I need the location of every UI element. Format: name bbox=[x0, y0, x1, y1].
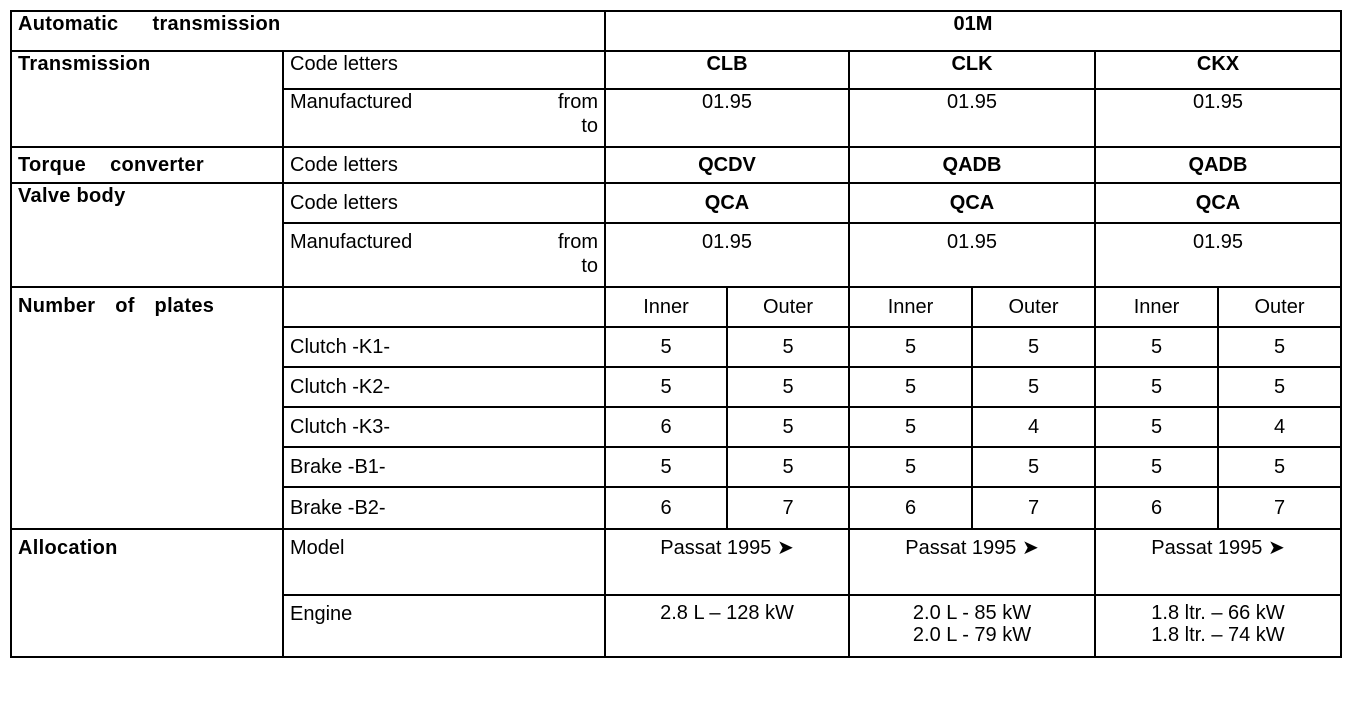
model-3: Passat 1995 ➤ bbox=[1095, 529, 1341, 595]
engine-2-line-1: 2.0 L - 85 kW bbox=[912, 602, 1032, 624]
plate-value: 5 bbox=[1218, 367, 1341, 407]
valve-from-label: from bbox=[558, 231, 598, 253]
plates-label bbox=[11, 287, 283, 529]
plate-value: 5 bbox=[1095, 327, 1218, 367]
engine-label: Engine bbox=[283, 595, 605, 657]
transmission-mfg-label-cell bbox=[283, 89, 605, 147]
transmission-to-label: to bbox=[581, 115, 598, 137]
plate-value: 5 bbox=[972, 447, 1095, 487]
plate-row-name: Clutch -K2- bbox=[283, 367, 605, 407]
plate-value: 6 bbox=[1095, 487, 1218, 529]
allocation-model-row bbox=[11, 529, 1341, 595]
plate-value: 5 bbox=[727, 447, 849, 487]
plate-row-name: Brake -B2- bbox=[283, 487, 605, 529]
outer-label-1: Outer bbox=[727, 287, 849, 327]
plate-value: 5 bbox=[727, 407, 849, 447]
inner-label-3: Inner bbox=[1095, 287, 1218, 327]
transmission-from-1: 01.95 bbox=[605, 89, 849, 147]
plate-value: 5 bbox=[972, 327, 1095, 367]
engine-1-line-1: 2.8 L – 128 kW bbox=[660, 602, 794, 624]
valve-code-3: QCA bbox=[1095, 183, 1341, 223]
header-row bbox=[11, 11, 1341, 51]
torque-code-label: Code letters bbox=[283, 147, 605, 183]
torque-code-2: QADB bbox=[849, 147, 1095, 183]
plate-value: 5 bbox=[727, 327, 849, 367]
plate-value: 5 bbox=[849, 327, 972, 367]
engine-1 bbox=[605, 595, 849, 657]
plate-value: 5 bbox=[849, 407, 972, 447]
valve-from-3: 01.95 bbox=[1095, 223, 1341, 287]
plate-value: 5 bbox=[849, 447, 972, 487]
engine-3-line-2: 1.8 ltr. – 74 kW bbox=[1151, 624, 1285, 646]
model-label: Model bbox=[283, 529, 605, 595]
valve-code-label: Code letters bbox=[283, 183, 605, 223]
torque-code-1: QCDV bbox=[605, 147, 849, 183]
valve-from-1: 01.95 bbox=[605, 223, 849, 287]
transmission-code-2: CLK bbox=[849, 51, 1095, 89]
transmission-spec-table bbox=[10, 10, 1342, 658]
plate-value: 5 bbox=[972, 367, 1095, 407]
transmission-code-label: Code letters bbox=[283, 51, 605, 89]
plate-row-name: Clutch -K3- bbox=[283, 407, 605, 447]
valve-code-2: QCA bbox=[849, 183, 1095, 223]
torque-label-b: converter bbox=[110, 154, 204, 176]
torque-converter-label bbox=[11, 147, 283, 183]
plates-header-row bbox=[11, 287, 1341, 327]
transmission-code-3: CKX bbox=[1095, 51, 1341, 89]
transmission-from-label: from bbox=[558, 91, 598, 113]
transmission-from-3: 01.95 bbox=[1095, 89, 1341, 147]
transmission-from-2: 01.95 bbox=[849, 89, 1095, 147]
transmission-mfg-label: Manufactured bbox=[290, 91, 413, 113]
valve-body-code-row bbox=[11, 183, 1341, 223]
plate-value: 5 bbox=[1095, 447, 1218, 487]
plate-value: 6 bbox=[605, 407, 727, 447]
plate-value: 4 bbox=[1218, 407, 1341, 447]
plate-value: 5 bbox=[727, 367, 849, 407]
plate-value: 5 bbox=[605, 367, 727, 407]
torque-label-a: Torque bbox=[18, 154, 87, 176]
plate-row-name: Brake -B1- bbox=[283, 447, 605, 487]
inner-label-1: Inner bbox=[605, 287, 727, 327]
valve-to-label: to bbox=[581, 255, 598, 277]
plate-value: 5 bbox=[1218, 447, 1341, 487]
valve-from-2: 01.95 bbox=[849, 223, 1095, 287]
header-label-a: Automatic bbox=[18, 13, 119, 35]
plate-value: 7 bbox=[972, 487, 1095, 529]
model-2: Passat 1995 ➤ bbox=[849, 529, 1095, 595]
plate-value: 5 bbox=[605, 447, 727, 487]
engine-2 bbox=[849, 595, 1095, 657]
header-label-b: transmission bbox=[152, 13, 281, 35]
valve-body-label: Valve body bbox=[11, 183, 283, 287]
engine-3 bbox=[1095, 595, 1341, 657]
plate-value: 5 bbox=[1095, 407, 1218, 447]
plate-value: 7 bbox=[1218, 487, 1341, 529]
transmission-label: Transmission bbox=[11, 51, 283, 147]
torque-converter-row bbox=[11, 147, 1341, 183]
plate-value: 4 bbox=[972, 407, 1095, 447]
plates-empty-cell bbox=[283, 287, 605, 327]
engine-2-line-2: 2.0 L - 79 kW bbox=[912, 624, 1032, 646]
transmission-code-row bbox=[11, 51, 1341, 89]
valve-code-1: QCA bbox=[605, 183, 849, 223]
outer-label-2: Outer bbox=[972, 287, 1095, 327]
plate-value: 5 bbox=[605, 327, 727, 367]
plate-value: 6 bbox=[849, 487, 972, 529]
outer-label-3: Outer bbox=[1218, 287, 1341, 327]
model-1: Passat 1995 ➤ bbox=[605, 529, 849, 595]
valve-mfg-label-cell bbox=[283, 223, 605, 287]
allocation-label: Allocation bbox=[11, 529, 283, 657]
plate-value: 6 bbox=[605, 487, 727, 529]
engine-3-line-1: 1.8 ltr. – 66 kW bbox=[1151, 602, 1285, 624]
plate-value: 5 bbox=[1218, 327, 1341, 367]
plates-label-text: Number of plates bbox=[18, 295, 215, 317]
plate-value: 5 bbox=[1095, 367, 1218, 407]
plate-row-name: Clutch -K1- bbox=[283, 327, 605, 367]
plate-value: 5 bbox=[849, 367, 972, 407]
transmission-code-1: CLB bbox=[605, 51, 849, 89]
plate-value: 7 bbox=[727, 487, 849, 529]
valve-mfg-label: Manufactured bbox=[290, 231, 413, 253]
transmission-type: 01M bbox=[605, 11, 1341, 51]
header-label bbox=[11, 11, 605, 51]
inner-label-2: Inner bbox=[849, 287, 972, 327]
torque-code-3: QADB bbox=[1095, 147, 1341, 183]
